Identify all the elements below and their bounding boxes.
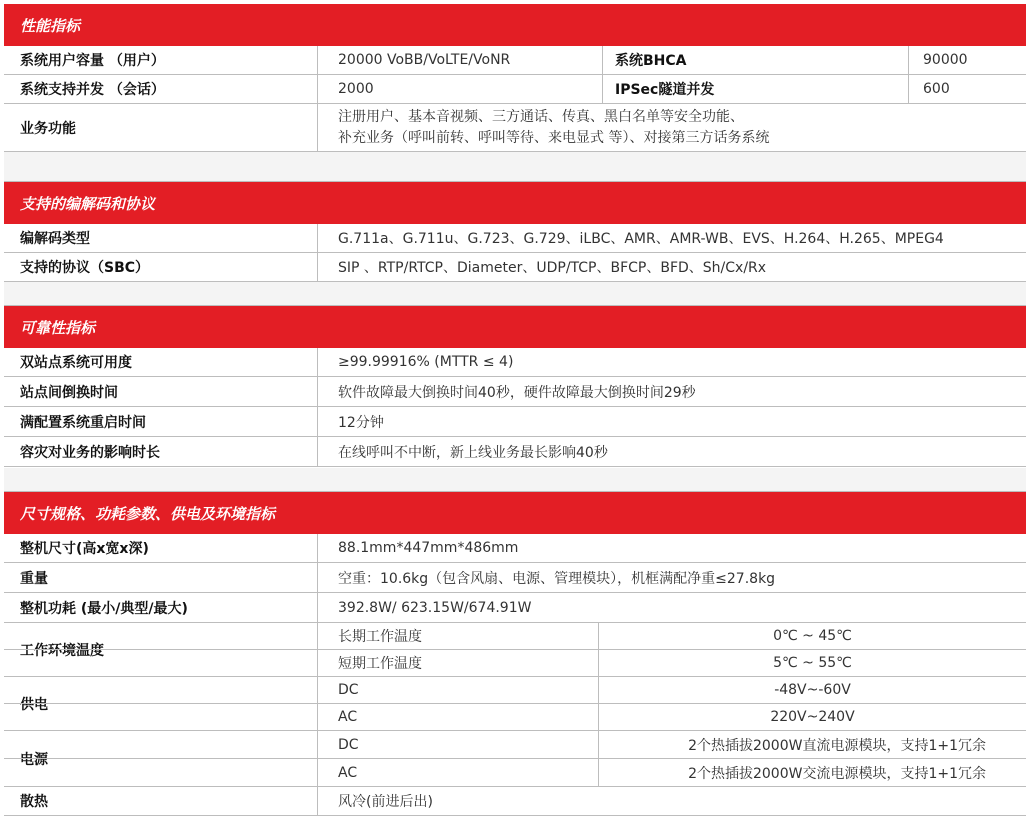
row-label: 容灾对业务的影响时长 xyxy=(20,444,160,461)
row-label: 系统用户容量 （用户） xyxy=(20,53,165,69)
merged-label-supply: 供电 xyxy=(4,677,317,731)
row-label-secondary: IPSec隧道并发 xyxy=(602,75,908,103)
section-spacer xyxy=(4,468,1026,492)
reliability-table xyxy=(4,348,1026,468)
table-row xyxy=(4,377,1026,407)
section-header-codec: 支持的编解码和协议 xyxy=(4,182,1026,224)
row-label: 系统支持并发 （会话） xyxy=(20,82,165,98)
row-value: ≥99.99916% (MTTR ≤ 4) xyxy=(317,348,1026,376)
row-value-secondary: 90000 xyxy=(908,46,1026,74)
subrow-value: 2个热插拔2000W直流电源模块，支持1+1冗余 xyxy=(598,731,1026,758)
row-value: SIP 、RTP/RTCP、Diameter、UDP/TCP、BFCP、BFD、Sh/Cx/Rx xyxy=(317,253,1026,281)
row-value: 在线呼叫不中断，新上线业务最长影响40秒 xyxy=(317,437,1026,466)
table-subrow xyxy=(4,650,1026,677)
row-value: 12分钟 xyxy=(317,407,1026,436)
value-line: 补充业务（呼叫前转、呼叫等待、来电显式 等）、对接第三方话务系统 xyxy=(338,129,770,146)
row-label: 双站点系统可用度 xyxy=(20,355,132,371)
row-label: 站点间倒换时间 xyxy=(20,384,118,401)
table-subrow xyxy=(4,677,1026,704)
row-label: 散热 xyxy=(20,794,48,810)
table-row xyxy=(4,563,1026,593)
row-label: 整机尺寸(高x宽x深) xyxy=(20,541,149,557)
section-header-physical: 尺寸规格、功耗参数、供电及环境指标 xyxy=(4,492,1026,534)
section-spacer xyxy=(4,282,1026,306)
merged-label-temperature: 工作环境温度 xyxy=(4,623,317,677)
row-label: 满配置系统重启时间 xyxy=(20,414,146,431)
performance-table xyxy=(4,46,1026,160)
table-row xyxy=(4,787,1026,816)
subrow-value: -48V~-60V xyxy=(598,677,1026,703)
row-label: 编解码类型 xyxy=(20,231,90,247)
table-row xyxy=(4,46,1026,75)
subrow-label: AC xyxy=(317,759,598,786)
table-row xyxy=(4,437,1026,467)
value-line: 注册用户、基本音视频、三方通话、传真、黑白名单等安全功能、 xyxy=(338,108,744,125)
table-row xyxy=(4,534,1026,563)
table-row xyxy=(4,104,1026,152)
row-label: 整机功耗 (最小/典型/最大) xyxy=(20,600,188,617)
row-label: 支持的协议（SBC） xyxy=(20,260,150,276)
subrow-label: AC xyxy=(317,704,598,730)
table-row xyxy=(4,224,1026,253)
subrow-label: 短期工作温度 xyxy=(317,650,598,676)
table-row xyxy=(4,253,1026,282)
row-value: 392.8W/ 623.15W/674.91W xyxy=(317,593,1026,622)
row-value: 空重：10.6kg（包含风扇、电源、管理模块），机框满配净重≤27.8kg xyxy=(317,563,1026,592)
row-value: 88.1mm*447mm*486mm xyxy=(317,534,1026,562)
row-value xyxy=(317,104,1026,151)
subrow-label: DC xyxy=(317,731,598,758)
table-subrow xyxy=(4,731,1026,759)
section-header-performance: 性能指标 xyxy=(4,4,1026,46)
codec-table xyxy=(4,224,1026,282)
section-spacer xyxy=(4,152,1026,182)
section-header-reliability: 可靠性指标 xyxy=(4,306,1026,348)
row-label: 重量 xyxy=(20,570,48,587)
row-value: 风冷(前进后出) xyxy=(317,787,1026,815)
table-subrow xyxy=(4,759,1026,787)
row-value: G.711a、G.711u、G.723、G.729、iLBC、AMR、AMR-WB、EVS、H.264、H.265、MPEG4 xyxy=(317,224,1026,252)
table-row xyxy=(4,348,1026,377)
table-row xyxy=(4,75,1026,104)
table-row xyxy=(4,593,1026,623)
subrow-value: 5℃ ~ 55℃ xyxy=(598,650,1026,676)
subrow-value: 2个热插拔2000W交流电源模块，支持1+1冗余 xyxy=(598,759,1026,786)
row-label-secondary: 系统BHCA xyxy=(602,46,908,74)
row-value-secondary: 600 xyxy=(908,75,1026,103)
subrow-value: 0℃ ~ 45℃ xyxy=(598,623,1026,649)
physical-table xyxy=(4,534,1026,820)
merged-label-power: 电源 xyxy=(4,731,317,787)
table-row xyxy=(4,407,1026,437)
row-value: 20000 VoBB/VoLTE/VoNR xyxy=(317,46,602,74)
row-value: 2000 xyxy=(317,75,602,103)
row-label: 业务功能 xyxy=(20,120,76,137)
subrow-label: DC xyxy=(317,677,598,703)
subrow-value: 220V~240V xyxy=(598,704,1026,730)
row-value: 软件故障最大倒换时间40秒，硬件故障最大倒换时间29秒 xyxy=(317,377,1026,406)
subrow-label: 长期工作温度 xyxy=(317,623,598,649)
table-subrow xyxy=(4,623,1026,650)
table-subrow xyxy=(4,704,1026,731)
